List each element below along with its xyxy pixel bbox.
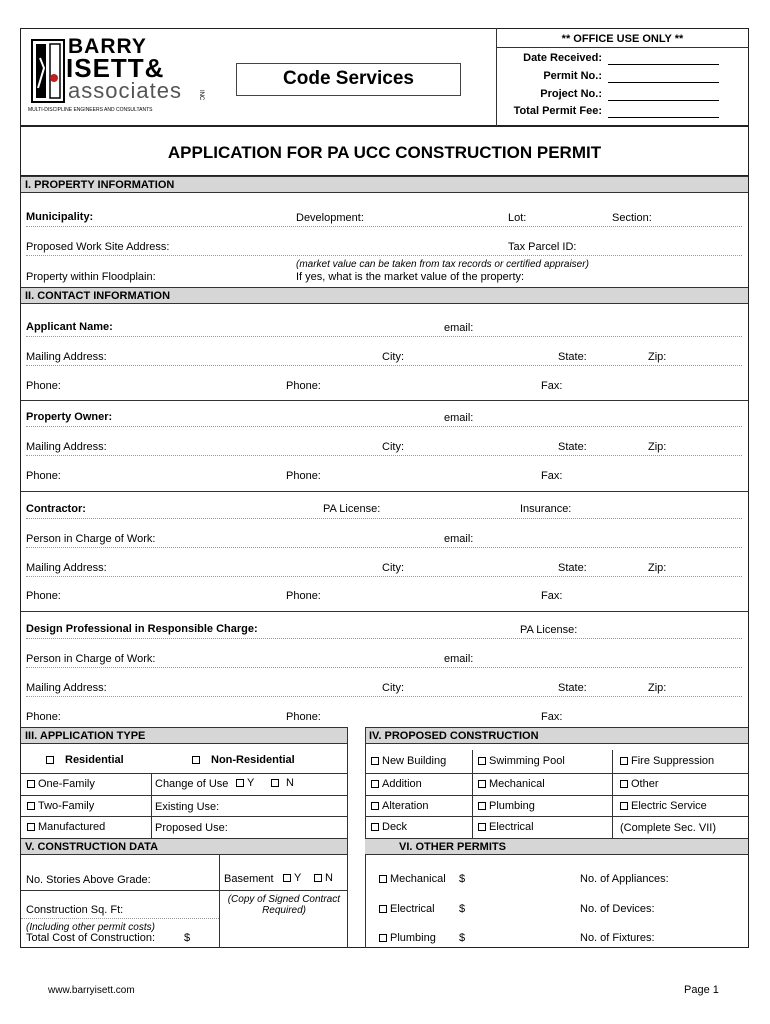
mechanical-text: Mechanical bbox=[489, 778, 545, 790]
contractor-fax-label: Fax: bbox=[541, 590, 563, 602]
mechanical-checkbox[interactable] bbox=[478, 778, 545, 791]
basement-n-text: N bbox=[325, 872, 333, 884]
design-state-label: State: bbox=[558, 682, 587, 694]
other-mechanical-text: Mechanical bbox=[390, 873, 446, 885]
contractor-person-label: Person in Charge of Work: bbox=[26, 533, 156, 545]
swimming-pool-checkbox[interactable] bbox=[478, 755, 565, 768]
logo-line2: ISETT& bbox=[66, 53, 165, 83]
other-electrical-checkbox[interactable] bbox=[379, 903, 435, 916]
basement-y-box-icon bbox=[283, 874, 291, 882]
contractor-insurance-label: Insurance: bbox=[520, 503, 572, 515]
other-plumbing-checkbox[interactable] bbox=[379, 932, 436, 945]
two-family-checkbox[interactable] bbox=[27, 800, 94, 813]
permit-no-label: Permit No.: bbox=[543, 70, 602, 82]
office-use-title: ** OFFICE USE ONLY ** bbox=[561, 33, 684, 45]
manufactured-checkbox[interactable] bbox=[27, 821, 105, 834]
two-family-text: Two-Family bbox=[38, 800, 95, 812]
applicant-zip-label: Zip: bbox=[648, 351, 667, 363]
addition-checkbox[interactable] bbox=[371, 778, 422, 791]
complete-sec-note: (Complete Sec. VII) bbox=[620, 822, 716, 834]
other-text: Other bbox=[631, 778, 659, 790]
footer-page-number: Page 1 bbox=[684, 984, 719, 996]
plumbing-checkbox[interactable] bbox=[478, 800, 535, 813]
electric-service-box-icon bbox=[620, 802, 628, 810]
manufactured-text: Manufactured bbox=[38, 821, 106, 833]
electrical-text: Electrical bbox=[489, 821, 534, 833]
electrical-dollar: $ bbox=[459, 903, 466, 915]
applicant-state-label: State: bbox=[558, 351, 587, 363]
basement-text: Basement bbox=[224, 873, 274, 885]
owner-email-label: email: bbox=[444, 412, 474, 424]
contractor-zip-label: Zip: bbox=[648, 562, 667, 574]
contractor-phone-label: Phone: bbox=[26, 590, 61, 602]
design-mailing-label: Mailing Address: bbox=[26, 682, 107, 694]
electrical-box-icon bbox=[478, 823, 486, 831]
contract-note-line2: Required) bbox=[262, 905, 306, 916]
other-plumbing-box-icon bbox=[379, 934, 387, 942]
basement-n-box-icon bbox=[314, 874, 322, 882]
date-received-field[interactable] bbox=[608, 64, 719, 65]
basement-y-text: Y bbox=[294, 872, 302, 884]
proposed-use-label: Proposed Use: bbox=[155, 822, 228, 834]
contract-note-line1: (Copy of Signed Contract bbox=[227, 894, 340, 905]
non-residential-checkbox[interactable] bbox=[192, 754, 295, 767]
design-city-label: City: bbox=[382, 682, 404, 694]
change-of-use-text: Change of Use bbox=[155, 778, 229, 790]
design-phone2-label: Phone: bbox=[286, 711, 321, 723]
site-address-label: Proposed Work Site Address: bbox=[26, 241, 170, 253]
footer-website: www.barryisett.com bbox=[48, 985, 135, 996]
owner-phone2-label: Phone: bbox=[286, 470, 321, 482]
other-mechanical-checkbox[interactable] bbox=[379, 873, 446, 886]
total-cost-dollar: $ bbox=[184, 932, 191, 944]
other-permits-title: VI. OTHER PERMITS bbox=[399, 841, 506, 853]
owner-state-label: State: bbox=[558, 441, 587, 453]
design-professional-label: Design Professional in Responsible Charge: bbox=[26, 623, 258, 635]
residential-checkbox[interactable] bbox=[46, 754, 124, 767]
applicant-phone2-label: Phone: bbox=[286, 380, 321, 392]
owner-phone-label: Phone: bbox=[26, 470, 61, 482]
non-residential-text: Non-Residential bbox=[211, 754, 295, 766]
basement-y-checkbox[interactable] bbox=[283, 872, 301, 885]
new-building-text: New Building bbox=[382, 755, 447, 767]
contractor-state-label: State: bbox=[558, 562, 587, 574]
municipality-label: Municipality: bbox=[26, 211, 94, 223]
non-residential-box-icon bbox=[192, 756, 200, 764]
floodplain-label: Property within Floodplain: bbox=[26, 271, 156, 283]
total-permit-fee-label: Total Permit Fee: bbox=[513, 105, 602, 117]
owner-mailing-label: Mailing Address: bbox=[26, 441, 107, 453]
one-family-checkbox[interactable] bbox=[27, 778, 95, 791]
mechanical-box-icon bbox=[478, 780, 486, 788]
plumbing-text: Plumbing bbox=[489, 800, 535, 812]
logo-mark-icon bbox=[30, 38, 66, 104]
swimming-pool-box-icon bbox=[478, 757, 486, 765]
other-electrical-text: Electrical bbox=[390, 903, 435, 915]
total-permit-fee-field[interactable] bbox=[608, 117, 719, 118]
contractor-label: Contractor: bbox=[26, 503, 86, 515]
basement-n-checkbox[interactable] bbox=[314, 872, 333, 885]
owner-city-label: City: bbox=[382, 441, 404, 453]
development-label: Development: bbox=[296, 212, 364, 224]
including-note: (Including other permit costs) bbox=[26, 922, 155, 933]
market-value-question: If yes, what is the market value of the property: bbox=[296, 271, 525, 283]
contractor-phone2-label: Phone: bbox=[286, 590, 321, 602]
change-n-text: N bbox=[286, 777, 294, 789]
other-electrical-box-icon bbox=[379, 905, 387, 913]
alteration-text: Alteration bbox=[382, 800, 429, 812]
section-construction-data: V. CONSTRUCTION DATA bbox=[21, 838, 347, 855]
fire-suppression-box-icon bbox=[620, 757, 628, 765]
lot-label: Lot: bbox=[508, 212, 527, 224]
residential-box-icon bbox=[46, 756, 54, 764]
fire-suppression-checkbox[interactable] bbox=[620, 755, 714, 768]
change-y-box-icon bbox=[236, 779, 244, 787]
code-services-label: Code Services bbox=[283, 68, 414, 89]
addition-text: Addition bbox=[382, 778, 422, 790]
electric-service-checkbox[interactable] bbox=[620, 800, 707, 813]
change-of-use-y-checkbox[interactable] bbox=[236, 777, 254, 790]
contractor-mailing-label: Mailing Address: bbox=[26, 562, 107, 574]
applicant-fax-label: Fax: bbox=[541, 380, 563, 392]
existing-use-label: Existing Use: bbox=[155, 801, 220, 813]
alteration-box-icon bbox=[371, 802, 379, 810]
fire-suppression-text: Fire Suppression bbox=[631, 755, 715, 767]
one-family-text: One-Family bbox=[38, 778, 95, 790]
section-application-type: III. APPLICATION TYPE bbox=[21, 727, 347, 744]
section-label: Section: bbox=[612, 212, 652, 224]
date-received-label: Date Received: bbox=[523, 52, 602, 64]
owner-fax-label: Fax: bbox=[541, 470, 563, 482]
devices-label: No. of Devices: bbox=[580, 903, 655, 915]
logo-inc: INC bbox=[198, 90, 204, 101]
logo-tagline: MULTI-DISCIPLINE ENGINEERS AND CONSULTANTS bbox=[28, 107, 153, 113]
mechanical-dollar: $ bbox=[459, 873, 466, 885]
new-building-checkbox[interactable] bbox=[371, 755, 446, 768]
plumbing-box-icon bbox=[478, 802, 486, 810]
market-value-note: (market value can be taken from tax records or certified appraiser) bbox=[296, 259, 589, 270]
project-no-field[interactable] bbox=[608, 100, 719, 101]
logo-line3: associates bbox=[68, 78, 182, 103]
contractor-license-label: PA License: bbox=[323, 503, 381, 515]
change-of-use-n-checkbox[interactable] bbox=[271, 777, 294, 790]
deck-text: Deck bbox=[382, 821, 408, 833]
appliances-label: No. of Appliances: bbox=[580, 873, 669, 885]
applicant-phone-label: Phone: bbox=[26, 380, 61, 392]
electrical-checkbox[interactable] bbox=[478, 821, 534, 834]
basement-label bbox=[224, 873, 274, 886]
applicant-city-label: City: bbox=[382, 351, 404, 363]
plumbing-dollar: $ bbox=[459, 932, 466, 944]
applicant-name-label: Applicant Name: bbox=[26, 321, 113, 333]
addition-box-icon bbox=[371, 780, 379, 788]
applicant-email-label: email: bbox=[444, 322, 474, 334]
design-person-label: Person in Charge of Work: bbox=[26, 653, 156, 665]
tax-parcel-label: Tax Parcel ID: bbox=[508, 241, 577, 253]
swimming-pool-text: Swimming Pool bbox=[489, 755, 565, 767]
other-checkbox[interactable] bbox=[620, 778, 659, 791]
change-y-text: Y bbox=[247, 777, 255, 789]
project-no-label: Project No.: bbox=[540, 88, 602, 100]
fixtures-label: No. of Fixtures: bbox=[580, 932, 655, 944]
new-building-box-icon bbox=[371, 757, 379, 765]
section-property-info: I. PROPERTY INFORMATION bbox=[21, 176, 748, 193]
manufactured-box-icon bbox=[27, 823, 35, 831]
sq-ft-label: Construction Sq. Ft: bbox=[26, 904, 124, 916]
electric-service-text: Electric Service bbox=[631, 800, 707, 812]
design-license-label: PA License: bbox=[520, 624, 578, 636]
section-other-permits bbox=[365, 838, 748, 855]
section-contact-info: II. CONTACT INFORMATION bbox=[21, 287, 748, 304]
office-use-divider bbox=[496, 47, 749, 48]
contractor-city-label: City: bbox=[382, 562, 404, 574]
total-cost-label: Total Cost of Construction: bbox=[26, 932, 156, 944]
applicant-mailing-label: Mailing Address: bbox=[26, 351, 107, 363]
section-proposed-construction: IV. PROPOSED CONSTRUCTION bbox=[365, 727, 748, 744]
contractor-email-label: email: bbox=[444, 533, 474, 545]
other-plumbing-text: Plumbing bbox=[390, 932, 436, 944]
logo-line1: BARRY bbox=[68, 35, 147, 58]
company-logo bbox=[28, 34, 218, 116]
form-title: APPLICATION FOR PA UCC CONSTRUCTION PERMIT bbox=[167, 143, 602, 162]
design-fax-label: Fax: bbox=[541, 711, 563, 723]
design-email-label: email: bbox=[444, 653, 474, 665]
change-n-box-icon bbox=[271, 779, 279, 787]
deck-box-icon bbox=[371, 823, 379, 831]
property-owner-label: Property Owner: bbox=[26, 411, 113, 423]
residential-text: Residential bbox=[65, 754, 124, 766]
one-family-box-icon bbox=[27, 780, 35, 788]
owner-zip-label: Zip: bbox=[648, 441, 667, 453]
alteration-checkbox[interactable] bbox=[371, 800, 428, 813]
permit-no-field[interactable] bbox=[608, 82, 719, 83]
other-box-icon bbox=[620, 780, 628, 788]
stories-label: No. Stories Above Grade: bbox=[26, 874, 151, 886]
deck-checkbox[interactable] bbox=[371, 821, 407, 834]
design-zip-label: Zip: bbox=[648, 682, 667, 694]
change-of-use-label bbox=[155, 778, 228, 791]
design-phone-label: Phone: bbox=[26, 711, 61, 723]
two-family-box-icon bbox=[27, 802, 35, 810]
other-mechanical-box-icon bbox=[379, 875, 387, 883]
